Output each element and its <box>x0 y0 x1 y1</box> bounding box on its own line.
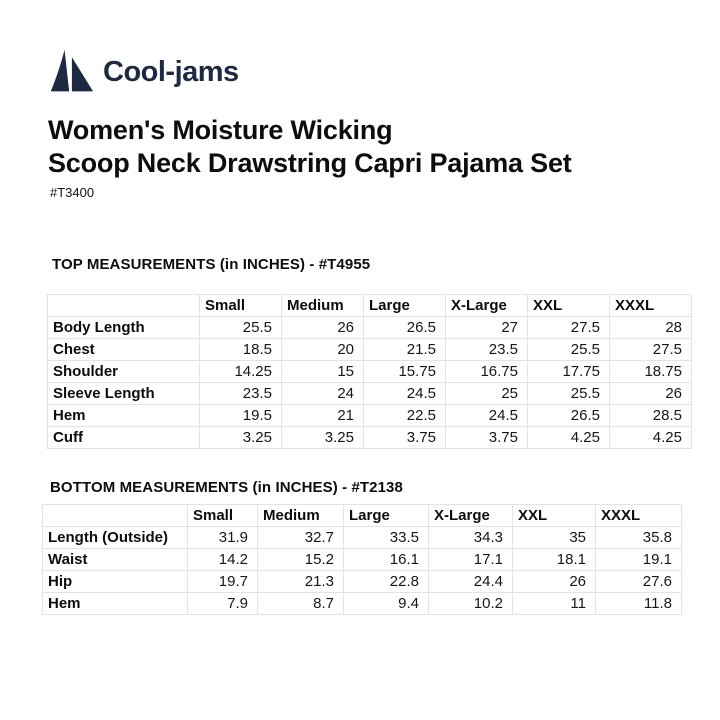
measurement-value-cell: 27.5 <box>610 338 692 360</box>
measurement-value-cell: 23.5 <box>446 338 528 360</box>
measurement-value-cell: 20 <box>282 338 364 360</box>
measurement-value-cell: 26.5 <box>364 316 446 338</box>
measurement-value-cell: 8.7 <box>258 592 344 614</box>
measurement-value-cell: 25.5 <box>528 338 610 360</box>
measurement-value-cell: 18.75 <box>610 360 692 382</box>
measurement-value-cell: 35.8 <box>596 526 682 548</box>
top-measurements-table <box>47 294 692 449</box>
size-column-header: XXL <box>528 294 610 316</box>
corner-cell <box>43 504 188 526</box>
measurement-value-cell: 16.1 <box>344 548 429 570</box>
measurement-value-cell: 11 <box>513 592 596 614</box>
measurement-row <box>43 548 682 570</box>
measurement-row-label: Cuff <box>48 426 200 448</box>
size-column-header: Large <box>344 504 429 526</box>
measurement-value-cell: 15.75 <box>364 360 446 382</box>
measurement-value-cell: 18.5 <box>200 338 282 360</box>
measurement-value-cell: 15 <box>282 360 364 382</box>
measurement-value-cell: 19.5 <box>200 404 282 426</box>
measurement-value-cell: 25.5 <box>200 316 282 338</box>
measurement-value-cell: 16.75 <box>446 360 528 382</box>
size-column-header: Small <box>188 504 258 526</box>
measurement-row <box>43 526 682 548</box>
corner-cell <box>48 294 200 316</box>
measurement-value-cell: 24.5 <box>446 404 528 426</box>
measurement-value-cell: 19.1 <box>596 548 682 570</box>
measurement-value-cell: 27.6 <box>596 570 682 592</box>
header-row <box>43 504 682 526</box>
measurement-value-cell: 33.5 <box>344 526 429 548</box>
measurement-value-cell: 28 <box>610 316 692 338</box>
measurement-value-cell: 14.2 <box>188 548 258 570</box>
measurement-value-cell: 17.1 <box>429 548 513 570</box>
measurement-value-cell: 23.5 <box>200 382 282 404</box>
measurement-value-cell: 31.9 <box>188 526 258 548</box>
measurement-row-label: Chest <box>48 338 200 360</box>
measurement-row <box>48 338 692 360</box>
size-column-header: Medium <box>258 504 344 526</box>
size-column-header: XXXL <box>610 294 692 316</box>
measurement-value-cell: 3.75 <box>364 426 446 448</box>
bottom-measurements-table <box>42 504 682 615</box>
measurement-row <box>43 570 682 592</box>
measurement-value-cell: 18.1 <box>513 548 596 570</box>
brand-name: Cool-jams <box>103 55 239 88</box>
measurement-value-cell: 26 <box>610 382 692 404</box>
measurement-value-cell: 22.8 <box>344 570 429 592</box>
measurement-row-label: Body Length <box>48 316 200 338</box>
measurement-value-cell: 26 <box>282 316 364 338</box>
measurement-value-cell: 27.5 <box>528 316 610 338</box>
measurement-row <box>48 382 692 404</box>
measurement-value-cell: 4.25 <box>528 426 610 448</box>
measurement-value-cell: 24.5 <box>364 382 446 404</box>
top-measurements-section <box>40 256 692 449</box>
measurement-value-cell: 14.25 <box>200 360 282 382</box>
measurement-row <box>48 404 692 426</box>
measurement-value-cell: 4.25 <box>610 426 692 448</box>
measurement-row-label: Shoulder <box>48 360 200 382</box>
measurement-value-cell: 21 <box>282 404 364 426</box>
measurement-row-label: Hem <box>48 404 200 426</box>
measurement-value-cell: 35 <box>513 526 596 548</box>
measurement-value-cell: 17.75 <box>528 360 610 382</box>
product-sku: #T3400 <box>50 184 95 200</box>
bottom-measurements-section <box>40 479 692 615</box>
measurement-value-cell: 22.5 <box>364 404 446 426</box>
measurement-row <box>43 592 682 614</box>
measurement-value-cell: 21.3 <box>258 570 344 592</box>
product-title <box>48 114 692 180</box>
size-column-header: X-Large <box>429 504 513 526</box>
bottom-measurements-title: BOTTOM MEASUREMENTS (in INCHES) - #T2138 <box>50 478 403 496</box>
measurement-value-cell: 28.5 <box>610 404 692 426</box>
size-column-header: XXL <box>513 504 596 526</box>
sailboat-icon <box>48 49 94 95</box>
measurement-value-cell: 10.2 <box>429 592 513 614</box>
measurement-value-cell: 24.4 <box>429 570 513 592</box>
size-column-header: XXXL <box>596 504 682 526</box>
measurement-row-label: Hip <box>43 570 188 592</box>
measurement-value-cell: 19.7 <box>188 570 258 592</box>
brand-logo <box>48 48 692 96</box>
measurement-row <box>48 426 692 448</box>
measurement-row-label: Waist <box>43 548 188 570</box>
measurement-value-cell: 34.3 <box>429 526 513 548</box>
top-measurements-title: TOP MEASUREMENTS (in INCHES) - #T4955 <box>52 255 371 273</box>
measurement-value-cell: 26.5 <box>528 404 610 426</box>
measurement-value-cell: 32.7 <box>258 526 344 548</box>
measurement-row-label: Sleeve Length <box>48 382 200 404</box>
measurement-value-cell: 3.25 <box>282 426 364 448</box>
measurement-row-label: Hem <box>43 592 188 614</box>
product-title-line1: Women's Moisture Wicking <box>48 115 393 145</box>
header-row <box>48 294 692 316</box>
measurement-value-cell: 11.8 <box>596 592 682 614</box>
measurement-value-cell: 3.25 <box>200 426 282 448</box>
measurement-row <box>48 316 692 338</box>
measurement-value-cell: 26 <box>513 570 596 592</box>
measurement-value-cell: 7.9 <box>188 592 258 614</box>
measurement-value-cell: 15.2 <box>258 548 344 570</box>
size-column-header: X-Large <box>446 294 528 316</box>
measurement-value-cell: 24 <box>282 382 364 404</box>
product-title-line2: Scoop Neck Drawstring Capri Pajama Set <box>48 147 572 178</box>
measurement-value-cell: 25 <box>446 382 528 404</box>
size-column-header: Small <box>200 294 282 316</box>
size-column-header: Large <box>364 294 446 316</box>
measurement-row <box>48 360 692 382</box>
measurement-value-cell: 21.5 <box>364 338 446 360</box>
measurement-value-cell: 3.75 <box>446 426 528 448</box>
measurement-row-label: Length (Outside) <box>43 526 188 548</box>
measurement-value-cell: 27 <box>446 316 528 338</box>
measurement-value-cell: 25.5 <box>528 382 610 404</box>
measurement-value-cell: 9.4 <box>344 592 429 614</box>
size-column-header: Medium <box>282 294 364 316</box>
